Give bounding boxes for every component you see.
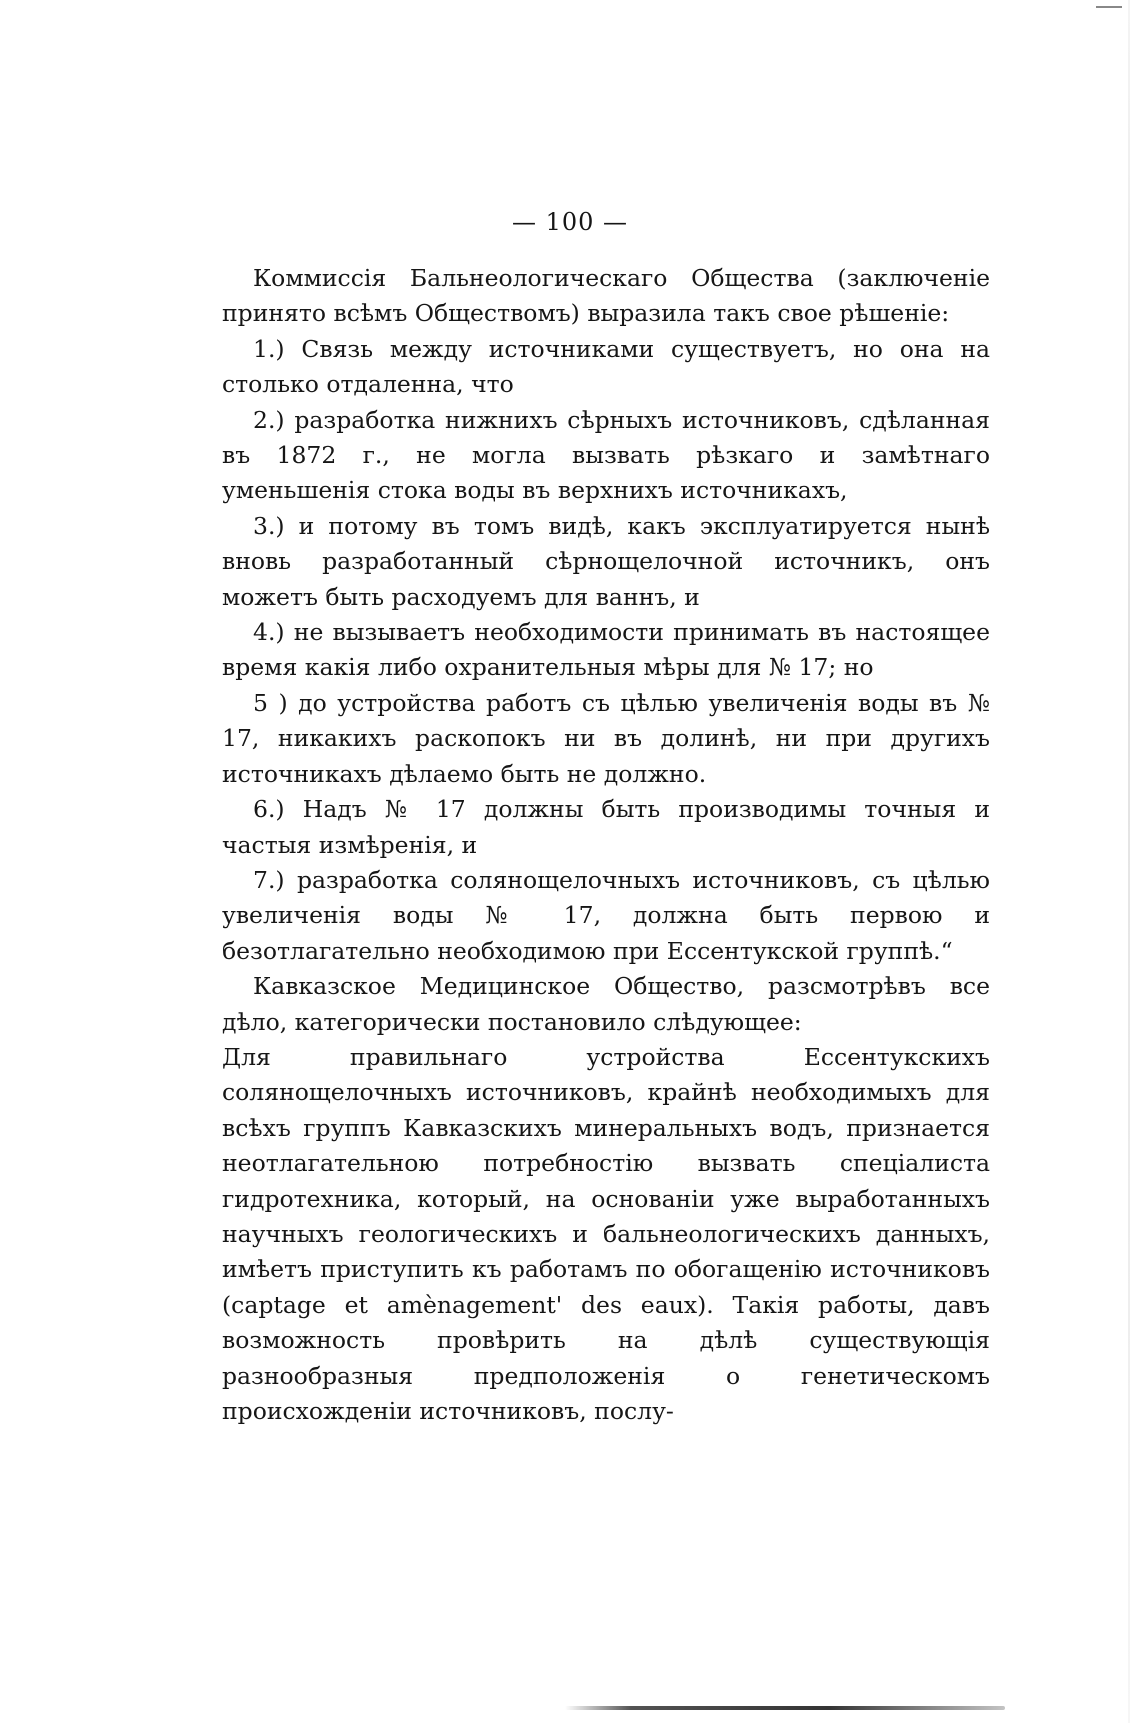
corner-mark — [1096, 6, 1122, 8]
paragraph-point-7: 7.) разработка солянощелочныхъ источниковъ, съ цѣлью увеличенiя воды № 17, должна быть первою и безотлагательно необходимою при Ессентукской группѣ.“ — [222, 865, 990, 965]
paragraph-point-1: 1.) Связь между источниками существуетъ, но она на столько отдаленна, что — [222, 334, 990, 399]
paragraph-commission-intro: Коммиссiя Бальнеологическаго Общества (заключенiе принято всѣмъ Обществомъ) выразила такъ свое рѣшенiе: — [222, 264, 990, 328]
paragraph-medical-society: Кавказское Медицинское Общество, разсмотрѣвъ все дѣло, категорически постановило слѣдующее: — [222, 972, 990, 1036]
paragraph-point-5: 5 ) до устройства работъ съ цѣлью увеличенiя воды въ № 17, никакихъ раскопокъ ни въ долинѣ, ни при другихъ источникахъ дѣлаемо быть не должно. — [222, 688, 990, 788]
body-text — [222, 261, 990, 1429]
paragraph-point-3: 3.) и потому въ томъ видѣ, какъ эксплуатируется нынѣ вновь разработанный сѣрнощелочной источникъ, онъ можетъ быть расходуемъ для ваннъ, и — [222, 511, 990, 611]
paragraph-point-6: 6.) Надъ № 17 должны быть производимы точныя и частыя измѣренiя, и — [222, 795, 990, 859]
scan-edge-shadow — [1128, 0, 1130, 1723]
page-number: — 100 — — [511, 208, 629, 236]
paragraph-point-4: 4.) не вызываетъ необходимости принимать въ настоящее время какiя либо охранительныя мѣры для № 17; но — [222, 618, 990, 682]
paragraph-point-2: 2.) разработка нижнихъ сѣрныхъ источниковъ, сдѣланная въ 1872 г., не могла вызвать рѣзкаго и замѣтнаго уменьшенiя стока воды въ верхнихъ источникахъ, — [222, 405, 990, 505]
paragraph-resolution: Для правильнаго устройства Ессентукскихъ солянощелочныхъ источниковъ, крайнѣ необходимыхъ для всѣхъ группъ Кавказскихъ минеральныхъ водъ, признается неотлагательною потребностiю вызвать спецiалиста гидротехника, который, на основанiи уже выработанныхъ научныхъ геологическихъ и бальнеологическихъ данныхъ, имѣетъ приступить къ работамъ по обогащенiю источниковъ (captage et amènagement' des eaux). Такiя работы, давъ возможность провѣрить на дѣлѣ существующiя разнообразныя предположенiя о генетическомъ происхожденiи источниковъ, послу- — [222, 1042, 990, 1425]
scan-smudge — [565, 1706, 1005, 1710]
